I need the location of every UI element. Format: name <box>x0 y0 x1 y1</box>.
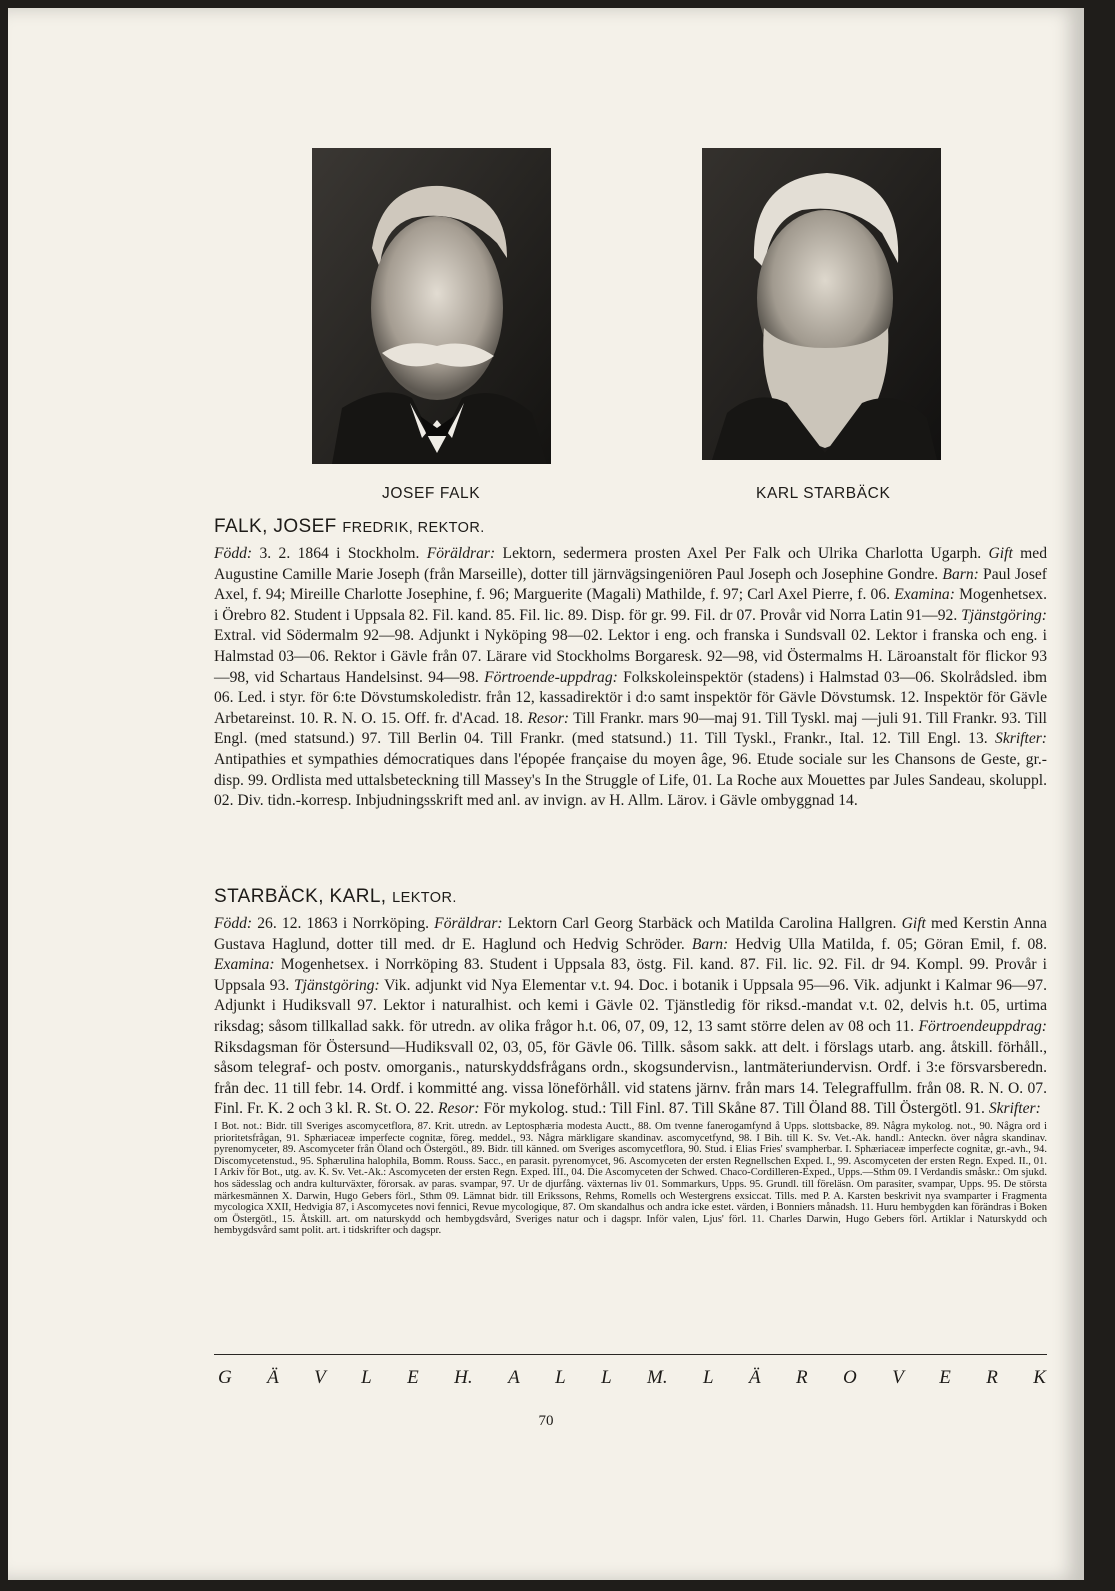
entry-falk <box>214 544 1047 812</box>
text-children: Hedvig Ulla Matilda, f. 05; Göran Emil, f. 08. <box>728 935 1047 953</box>
text-married: med Augustine Camille Marie Joseph (från Marseille), dotter till järnvägsingeniören Paul Joseph och Josephine Gondre. <box>214 545 1048 583</box>
footer-letter: V <box>314 1367 326 1388</box>
footer-rule <box>214 1354 1047 1355</box>
footer-letter: L <box>555 1367 566 1388</box>
text-parents: Lektorn, sedermera prosten Axel Per Falk och Ulrika Charlotta Ugarph. <box>495 545 989 562</box>
label-gift: Gift <box>901 915 926 932</box>
text-born: 26. 12. 1863 i Norrköping. <box>252 915 435 932</box>
heading-starback <box>214 886 457 908</box>
text-writings: I Bot. not.: Bidr. till Sveriges ascomycetflora, 87. Krit. utredn. av Leptosphæria modesta Auctt., 88. Om tvenne fanerogamfynd å Upps. slottsbacke, 89. Några mykolog. not., 90. Några ord i prioritetsfrågan, 91. Sphæriaceæ imperfecte cognitæ, föreg. meddel., 93. Några märkligare skandinav. ascomycetfynd, 98. I Bih. till K. Sv. Vet.-Ak. handl.: Anteckn. över några skandinav. pyrenomyceter, 89. Ascomyceter från Öland och Östergötl., 89. Bidr. till känned. om Sveriges ascomycetflora, 90. Stud. i Elias Fries' svampherbar. I. Sphæriaceæ imperfecte cognitæ, gr.-avh., 94. Discomycetenstud., 95. Sphærulina halophila, Bomm. Rouss. Sacc., en parasit. pyrenomycet, 96. Ascomyceten der ersten Regnellschen Exped. I., 99. Ascomyceten der ersten Regn. Exped. II., 01. I Arkiv för Bot., utg. av. K. Sv. Vet.-Ak.: Ascomyceten der ersten Regn. Exped. III., 04. Die Ascomyceten der Schwed. Chaco-Cordilleren-Exped., Upps.—Sthm 09. I Verdandis småskr.: Om sjukd. hos sädesslag och andra kulturväxter, förorsak. av paras. svampar, 97. Ur de djurfång. växternas liv 01. Sommarkurs, Upps. 95. Grundl. till föreläsn. Om parasiter, svampar, Upps. 95. De största märkesmännen X. Darwin, Hugo Gebers förl., Sthm 09. Lämnat bidr. till Erikssons, Rehms, Romells och Westergrens exsiccat. Tills. med P. A. Karsten beskrivit nya svamparter i Fragmenta mycologica XXII, Hedvigia 87, i Ascomycetes novi fennici, Revue mycologique, 87. Om skandalhus och andra icke estet. värden, i Bonniers månadsh. 11. Huru hembygden kan förändras i Boken om Östergötl., 15. Åtskill. art. om naturskydd och hembygdsvård, Sveriges natur och i dagspr. Inför valen, Ljus' förl. 11. Charles Darwin, Hugo Gebers förl. Artiklar i Naturskydd och hembygdsvård samt polit. art. i tidskrifter och dagspr. <box>214 1120 1047 1237</box>
label-foraldrar: Föräldrar: <box>426 545 496 562</box>
label-tjanstgoring: Tjänstgöring: <box>293 976 380 994</box>
footer-letter: L <box>703 1367 714 1388</box>
footer-letter: E <box>407 1367 419 1388</box>
footer-letter: A <box>508 1367 520 1388</box>
footer-letter: M. <box>647 1367 668 1388</box>
footer-letter: L <box>601 1367 612 1388</box>
text-born: 3. 2. 1864 i Stockholm. <box>252 545 427 562</box>
page-number: 70 <box>538 1413 554 1429</box>
footer-letter: H. <box>454 1367 473 1388</box>
text-service: Extral. vid Södermalm 92—98. Adjunkt i Nyköping 98—02. Lektor i eng. och franska i Sundsvall 02. Lektor i franska och eng. i Halmstad 03—06. Rektor i Gävle från 07. Lärare vid Stockholms Borgaresk. 92—98, vid Östermalms H. Läroanstalt för flickor 93—98, vid Schartaus Handelsinst. 94—98. <box>214 627 1047 686</box>
label-gift: Gift <box>988 545 1013 562</box>
heading-falk-name: FALK, JOSEF <box>214 516 337 537</box>
footer-letter: V <box>892 1367 904 1388</box>
footer-letter: E <box>939 1367 951 1388</box>
footer-school-name <box>218 1367 1046 1389</box>
caption-karl-starback: KARL STARBÄCK <box>756 485 891 502</box>
label-fortroendeuppdrag: Förtroende-uppdrag: <box>484 668 618 686</box>
footer-letter: Ä <box>749 1367 761 1388</box>
entry-starback <box>214 914 1047 1237</box>
label-resor: Resor: <box>527 709 570 727</box>
footer-letter: R <box>796 1367 808 1388</box>
text-degrees: Mogenhetsex. i Norrköping 83. Student i Uppsala 83, östg. Fil. kand. 87. Fil. lic. 92. Fil. dr 94. Kompl. 99. Provår i Uppsala 93. <box>214 956 1047 994</box>
label-skrifter: Skrifter: <box>988 1100 1041 1118</box>
text-travels: För mykolog. stud.: Till Finl. 87. Till Skåne 87. Till Öland 88. Till Östergötl. 91. <box>479 1100 989 1118</box>
label-barn: Barn: <box>942 565 979 583</box>
heading-starback-rest: LEKTOR. <box>392 890 457 906</box>
portrait-josef-falk <box>312 148 551 464</box>
text-service: Vik. adjunkt vid Nya Elementar v.t. 94. Doc. i botanik i Uppsala 95—96. Vik. adjunkt i Kalmar 96—97. Adjunkt i Hudiksvall 97. Lektor i naturalhist. och kemi i Gävle 02. Tjänstledig för riksd.-mandat v.t. 02, delvis h.t. 05, urtima riksdag; såsom tillkallad sakk. för utredn. av olika frågor h.t. 06, 07, 09, 12, 13 samt större delen av 08 och 11. <box>214 976 1048 1035</box>
text-parents: Lektorn Carl Georg Starbäck och Matilda Carolina Hallgren. <box>502 915 902 932</box>
text-writings: Antipathies et sympathies démocratiques dans l'épopée française du moyen âge, 96. Etude sociale sur les Chansons de Geste, gr.-disp. 99. Ordlista med uttalsbeteckning till Massey's In the Struggle of Life, 01. La Roche aux Mouettes par Jules Sandeau, skoluppl. 02. Div. tidn.-korresp. Inbjudningsskrift med anl. av invign. av H. Allm. Lärov. i Gävle ombyggnad 14. <box>214 750 1047 810</box>
heading-starback-name: STARBÄCK, KARL, <box>214 886 387 907</box>
footer-letter: R <box>986 1367 998 1388</box>
text-trust-assignments: Folkskoleinspektör (stadens) i Halmstad 03—06. Skolrådsled. ibm 06. Led. i styr. för 6:te Dövstumskoledistr. från 12, kassadirektör i d:o samt inspektör för Gävle Dövstumsk. 12. Inspektör för Gävle Arbetareinst. 10. R. N. O. 15. Off. fr. d'Acad. 18. <box>214 668 1047 727</box>
text-trust-assignments: Riksdagsman för Östersund—Hudiksvall 02, 03, 05, för Gävle 06. Tillk. såsom sakk. att delt. i förslags utarb. ang. åtskill. förhåll., såsom telegraf- och postv. omorganis., naturskyddsfrågans ordn., skogsundervisn., lantmäteriundervisn. Ordf. i 3:e försvarsberedn. från dec. 11 till febr. 14. Ordf. i kommitté ang. vissa löneförhåll. vid statens järnv. från mars 14. Telegraffullm. från 08. R. N. O. 07. Finl. Fr. K. 2 och 3 kl. R. St. O. 22. <box>214 1038 1047 1118</box>
portrait-karl-starback-image <box>702 148 941 460</box>
label-barn: Barn: <box>691 935 729 953</box>
footer-letter: Ä <box>267 1367 279 1388</box>
text-married: med Kerstin Anna Gustava Haglund, dotter till med. dr E. Haglund och Hedvig Schröder. <box>214 915 1047 953</box>
footer-letter: O <box>843 1367 857 1388</box>
label-skrifter: Skrifter: <box>995 730 1047 748</box>
footer-letter: K <box>1033 1367 1046 1388</box>
label-examina: Examina: <box>214 956 275 974</box>
label-foraldrar: Föräldrar: <box>434 915 503 932</box>
caption-josef-falk: JOSEF FALK <box>382 485 481 502</box>
text-travels: Till Frankr. mars 90—maj 91. Till Tyskl. maj —juli 91. Till Frankr. 93. Till Engl. (med statsund.) 97. Till Berlin 04. Till Frankr. (med statsund.) 11. Till Tyskl., Frankr., Ital. 12. Till Engl. 13. <box>214 709 1047 748</box>
label-resor: Resor: <box>437 1100 480 1118</box>
footer-letter: G <box>218 1367 232 1388</box>
label-fortroendeuppdrag: Förtroendeuppdrag: <box>918 1017 1047 1035</box>
text-degrees: Mogenhetsex. i Örebro 82. Student i Uppsala 82. Fil. kand. 85. Fil. lic. 89. Disp. för gr. 99. Fil. dr 07. Provår vid Norra Latin 91—92. <box>214 586 1048 624</box>
document-page <box>8 8 1084 1580</box>
label-fodd: Född: <box>214 545 253 562</box>
label-fodd: Född: <box>214 915 253 932</box>
heading-falk-rest: FREDRIK, REKTOR. <box>342 520 485 536</box>
portrait-josef-falk-image <box>312 148 551 464</box>
footer-letter: L <box>361 1367 372 1388</box>
label-tjanstgoring: Tjänstgöring: <box>961 606 1047 624</box>
text-children: Paul Josef Axel, f. 94; Mireille Charlotte Josephine, f. 96; Marguerite (Magali) Mathilde, f. 97; Carl Axel Pierre, f. 06. <box>214 565 1047 604</box>
portrait-karl-starback <box>702 148 941 460</box>
heading-falk <box>214 516 485 538</box>
label-examina: Examina: <box>894 586 955 604</box>
